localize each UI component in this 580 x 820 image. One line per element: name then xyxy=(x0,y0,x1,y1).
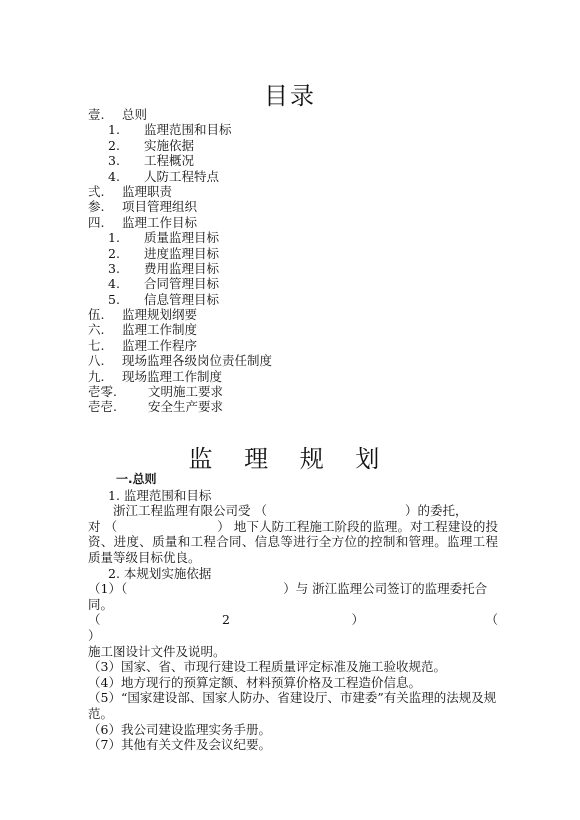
basis-item-2-c: ） xyxy=(351,612,364,628)
toc-entry-number: 壱零. xyxy=(88,384,117,400)
toc-entry xyxy=(88,261,548,276)
toc-entry-number: 九. xyxy=(88,368,105,384)
toc-entry xyxy=(88,138,548,153)
toc-entry xyxy=(88,384,548,399)
toc-entry xyxy=(88,399,548,414)
toc-entry-number: 八. xyxy=(88,353,105,369)
toc-entry xyxy=(88,322,548,337)
toc-entry xyxy=(88,122,548,137)
subsection-heading-basis: 2. 本规划实施依据 xyxy=(108,565,212,581)
toc-entry xyxy=(88,153,548,168)
toc-entry-label: 合同管理目标 xyxy=(144,276,220,292)
toc-entry-number: 壹. xyxy=(88,107,105,122)
toc-entry-label: 信息管理目标 xyxy=(144,291,220,307)
toc-entry-label: 费用监理目标 xyxy=(144,260,220,276)
paragraph-scope-line2 xyxy=(88,519,498,566)
basis-item-6: （6）我公司建设监理实务手册。 xyxy=(88,721,271,737)
basis-item-2-tail: 施工图设计文件及说明。 xyxy=(88,643,226,659)
scope-text-c: 对 （ xyxy=(88,518,118,534)
basis-item-1 xyxy=(88,581,498,612)
toc-entry-number: 弍. xyxy=(88,183,105,199)
basis-item-2-d: （ xyxy=(485,612,498,628)
basis-item-1-a: （1）（ xyxy=(88,581,128,597)
toc-entry-number: 1. xyxy=(108,122,120,138)
basis-item-2-a: （ xyxy=(88,612,101,628)
toc-entry-label: 监理范围和目标 xyxy=(144,122,232,138)
toc-entry xyxy=(88,199,548,214)
toc-entry-label: 实施依据 xyxy=(144,137,195,153)
toc-entry-number: 七. xyxy=(88,337,105,353)
toc-title: 目录 xyxy=(264,82,316,110)
toc-entry-number: 四. xyxy=(88,214,105,230)
toc-entry-label: 安全生产要求 xyxy=(148,399,224,415)
toc-entry-number: 参. xyxy=(88,199,105,215)
section-heading-general: 一.总则 xyxy=(116,472,157,486)
toc-entry xyxy=(88,184,548,199)
toc-entry-label: 工程概况 xyxy=(144,153,195,169)
toc-entry-label: 人防工程特点 xyxy=(144,168,220,184)
toc-entry-number: 六. xyxy=(88,322,105,338)
paragraph-scope-line1 xyxy=(88,503,498,519)
basis-item-4: （4）地方现行的预算定额、材料预算价格及工程造价信息。 xyxy=(88,674,421,690)
scope-text-b: ）的委托， xyxy=(404,503,468,519)
toc-entry-label: 总则 xyxy=(122,107,148,122)
toc-entry-label: 监理规划纲要 xyxy=(122,307,198,323)
toc-entry xyxy=(88,338,548,353)
toc-entry xyxy=(88,215,548,230)
scope-text-d: ） 地下人防工程施工阶段的监理。对工程建设的投资、进度、质量和工程合同、信息等进行全方位的控制和管理。监理工程质量等级目标优良。 xyxy=(88,518,498,565)
basis-item-1-b: ）与 浙江监理公司签订的监理委托合同。 xyxy=(88,581,488,612)
scope-text-a: 浙江工程监理有限公司受 （ xyxy=(113,503,267,519)
toc-entry-number: 4. xyxy=(108,168,120,184)
subsection-heading-scope: 1. 监理范围和目标 xyxy=(108,487,212,503)
toc-entry-number: 3. xyxy=(108,260,120,276)
toc-entry-number: 1. xyxy=(108,230,120,246)
basis-item-2 xyxy=(88,612,498,628)
toc-entry-label: 进度监理目标 xyxy=(144,245,220,261)
toc-entry-label: 监理工作目标 xyxy=(122,214,198,230)
toc-entry-label: 现场监理工作制度 xyxy=(122,368,223,384)
toc-entry-number: 2. xyxy=(108,245,120,261)
toc-entry-label: 监理工作程序 xyxy=(122,337,198,353)
toc-entry xyxy=(88,230,548,245)
toc-entry xyxy=(88,169,548,184)
toc-entry-label: 现场监理各级岗位责任制度 xyxy=(122,353,273,369)
toc-entry-label: 文明施工要求 xyxy=(148,384,224,400)
toc-entry xyxy=(88,292,548,307)
toc-entry-label: 质量监理目标 xyxy=(144,230,220,246)
toc-entry-number: 伍. xyxy=(88,307,105,323)
basis-item-2-b: 2 xyxy=(222,612,230,628)
toc-entry xyxy=(88,369,548,384)
toc-entry-label: 项目管理组织 xyxy=(122,199,198,215)
plan-body xyxy=(88,472,498,753)
toc-entry-label: 监理工作制度 xyxy=(122,322,198,338)
basis-item-5: （5）“国家建设部、国家人防办、省建设厅、市建委”有关监理的法规及规范。 xyxy=(88,690,497,721)
toc-entry xyxy=(88,276,548,291)
toc-entry xyxy=(88,107,548,122)
table-of-contents xyxy=(88,107,548,415)
basis-item-2-close: ） xyxy=(88,627,101,643)
basis-item-3: （3）国家、省、市现行建设工程质量评定标准及施工验收规范。 xyxy=(88,659,446,675)
toc-entry xyxy=(88,307,548,322)
plan-title: 监 理 规 划 xyxy=(188,445,392,473)
toc-entry-number: 4. xyxy=(108,276,120,292)
basis-item-7: （7）其他有关文件及会议纪要。 xyxy=(88,737,271,753)
toc-entry-number: 壱壱. xyxy=(88,399,117,415)
toc-entry-number: 2. xyxy=(108,137,120,153)
toc-entry-label: 监理职责 xyxy=(122,183,173,199)
toc-entry-number: 5. xyxy=(108,291,120,307)
toc-entry xyxy=(88,246,548,261)
toc-entry-number: 3. xyxy=(108,153,120,169)
toc-entry xyxy=(88,353,548,368)
